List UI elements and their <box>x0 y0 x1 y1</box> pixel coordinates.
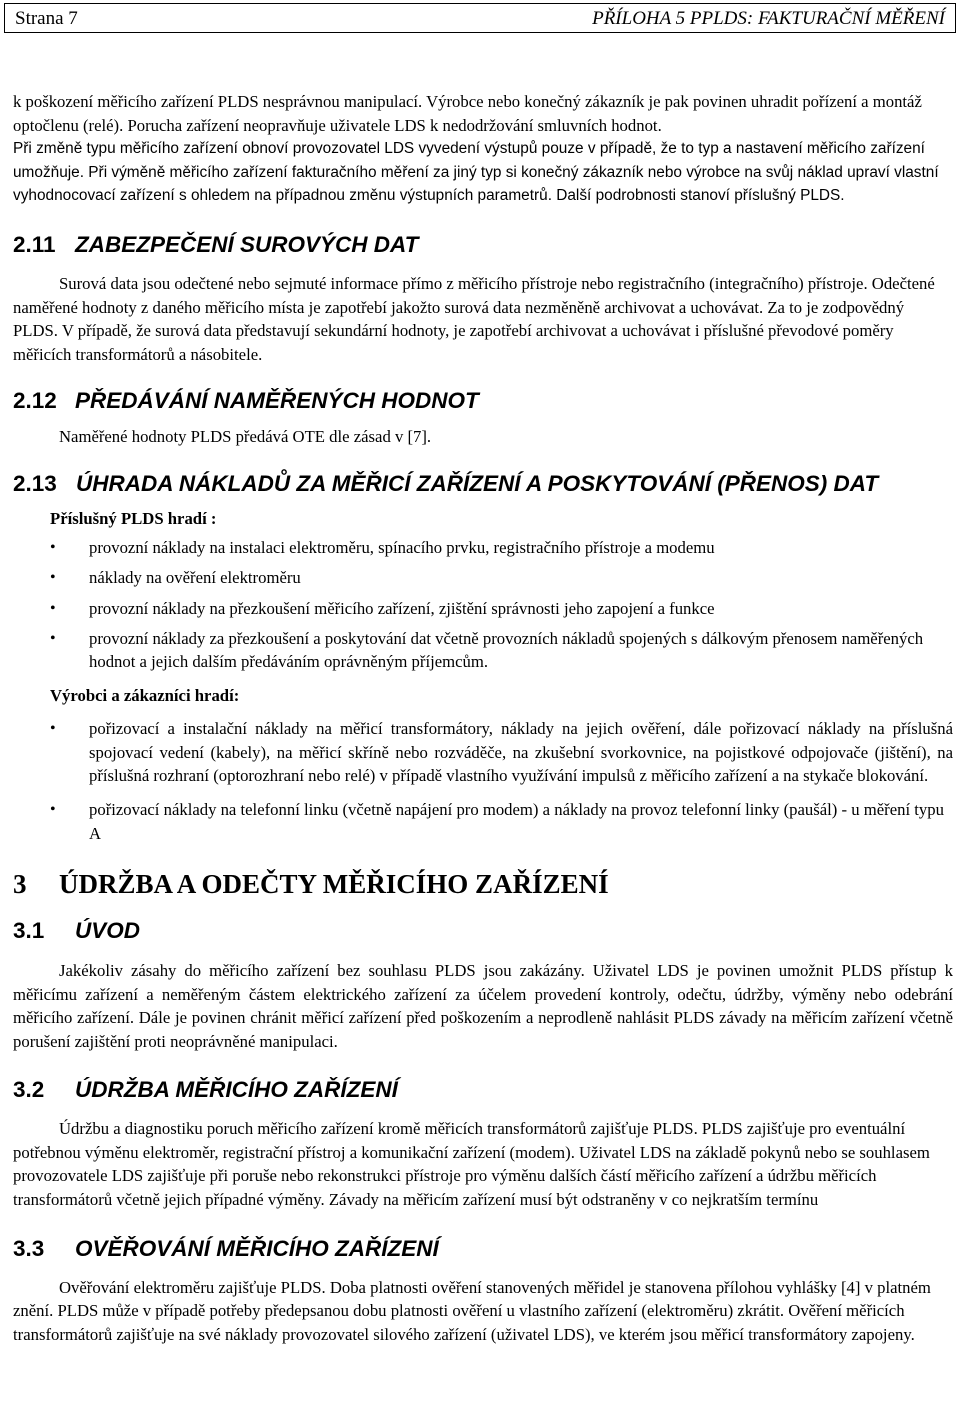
section-heading-3-1 <box>13 918 953 944</box>
section-number: 3.1 <box>13 917 45 943</box>
paragraph-raw-data: Surová data jsou odečtené nebo sejmuté informace přímo z měřicího přístroje nebo registračního (integračního) přístroje. Odečtené naměřené hodnoty z daného měřicího místa je zapotřebí jakožto surová data nezměněně archivovat a uchovávat. Za to je zodpovědný PLDS. V případě, že surová data představují sekundární hodnoty, je zapotřebí archivovat a uchovávat i příslušné převodové poměry měřicích transformátorů a násobitele. <box>13 273 935 364</box>
chapter-heading-3 <box>13 869 953 900</box>
document-title: PŘÍLOHA 5 PPLDS: FAKTURAČNÍ MĚŘENÍ <box>592 8 945 29</box>
list-item: • pořizovací a instalační náklady na měřicí transformátory, náklady na jejich ověření, dále pořizovací náklady na příslušná spojovací vedení (kabely), na měřicí skříně nebo rozváděče, na zkušební svorkovnice, na pojistkové odpojovače (jištění), na příslušná rozhraní (optorozhraní nebo relé) v případě vlastního využívání impulsů z měřicího zařízení a na stykače blokování. <box>13 717 953 787</box>
section-number: 2.11 <box>13 231 56 257</box>
paragraph-transfer: Naměřené hodnoty PLDS předává OTE dle zásad v [7]. <box>59 427 432 447</box>
section-number: 2.13 <box>13 470 57 496</box>
section-title: ÚDRŽBA MĚŘICÍHO ZAŘÍZENÍ <box>75 1077 398 1103</box>
section-heading-2-13 <box>13 471 953 497</box>
paragraph-verification: Ověřování elektroměru zajišťuje PLDS. Doba platnosti ověření stanovených měřidel je stanovena přílohou vyhlášky [4] v platném znění. PLDS může v případě potřeby předepsanou dobu platnosti ověření u vlastního zařízení (elektroměru) zkrátit. Ověření měřicích transformátorů zajišťuje na své náklady provozovatel silového zařízení (uživatel LDS), ve kterém jsou měřicí transformátory zapojeny. <box>13 1277 931 1344</box>
section-title: ZABEZPEČENÍ SUROVÝCH DAT <box>75 231 419 257</box>
list-plds-pays <box>13 536 953 673</box>
paragraph-meter-change-part2: Při výměně měřicího zařízení fakturačního měření za jiný typ si konečný zákazník nebo výrobce na svůj náklad upraví vlastní vyhodnocovací zařízení s ohledem na případnou změnu výstupních parametrů. Další podrobnosti stanoví příslušný PLDS. <box>13 163 939 205</box>
section-title: OVĚŘOVÁNÍ MĚŘICÍHO ZAŘÍZENÍ <box>75 1235 439 1261</box>
paragraph-intro: k poškození měřicího zařízení PLDS nesprávnou manipulací. Výrobce nebo konečný zákazník je pak povinen uhradit pořízení a montáž optočlenu (relé). Porucha zařízení neopravňuje uživatele LDS k nedodržování smluvních hodnot. <box>13 92 922 135</box>
section-heading-3-3 <box>13 1236 953 1262</box>
paragraph-intro-3-1: Jakékoliv zásahy do měřicího zařízení bez souhlasu PLDS jsou zakázány. Uživatel LDS je povinen umožnit PLDS přístup k měřicímu zařízení a neměřeným částem elektrického zařízení za účelem provedení kontroly, odečtu, údržby, výměny nebo odebrání měřicího zařízení. Dále je povinen chránit měřicí zařízení před poškozením a neprodleně nahlásit PLDS závady na měřicím zařízení včetně porušení zajištění proti neoprávněné manipulaci. <box>13 960 953 1051</box>
section-heading-3-2 <box>13 1077 953 1103</box>
section-heading-2-12 <box>13 388 953 414</box>
section-number: 3.3 <box>13 1235 45 1261</box>
list-producers-pay <box>13 717 953 844</box>
section-number: 3.2 <box>13 1077 45 1103</box>
section-title: PŘEDÁVÁNÍ NAMĚŘENÝCH HODNOT <box>75 388 479 414</box>
page-header <box>4 3 956 33</box>
list-item: • provozní náklady za přezkoušení a poskytování dat včetně provozních nákladů spojených s dálkovým přenosem naměřených hodnot a jejich dalším předáváním oprávněným příjemcům. <box>13 627 953 674</box>
list-item: • provozní náklady na instalaci elektroměru, spínacího prvku, registračního přístroje a modemu <box>13 536 953 559</box>
paragraph-maintenance: Údržbu a diagnostiku poruch měřicího zařízení kromě měřicích transformátorů zajišťuje PLDS. PLDS zajišťuje pro eventuální potřebnou výměnu elektroměr, registrační přístroj a komunikační zařízení (modem). Uživatel LDS na základě pokynů nebo se souhlasem provozovatele LDS zajišťuje při poruše nebo rekonstrukci přístroje pro výměnu dalších částí měřicího zařízení a údržbu měřicích transformátorů včetně jejich případné výměny. Závady na měřicím zařízení musí být odstraněny v co nejkratším termínu <box>13 1119 930 1210</box>
chapter-title: ÚDRŽBA A ODEČTY MĚŘICÍHO ZAŘÍZENÍ <box>59 868 609 899</box>
section-heading-2-11 <box>13 232 953 258</box>
page-content <box>13 90 953 1346</box>
list-item: • náklady na ověření elektroměru <box>13 566 953 589</box>
subheading-producers-pay: Výrobci a zákazníci hradí: <box>50 686 240 706</box>
list-item: • provozní náklady na přezkoušení měřicího zařízení, zjištění správnosti jeho zapojení a funkce <box>13 597 953 620</box>
list-item: • pořizovací náklady na telefonní linku (včetně napájení pro modem) a náklady na provoz telefonní linky (paušál) - u měření typu A <box>13 798 953 845</box>
chapter-number: 3 <box>13 868 27 899</box>
page-number: Strana 7 <box>15 8 78 29</box>
section-title: ÚVOD <box>75 917 141 943</box>
subheading-plds-pays: Příslušný PLDS hradí : <box>50 508 217 528</box>
paragraph-meter-change-part1: Při změně typu měřicího zařízení obnoví provozovatel LDS vyvedení výstupů pouze v případě, že to typ a nastavení měřicího zařízení umožňuje. <box>13 140 925 181</box>
section-title: ÚHRADA NÁKLADŮ ZA MĚŘICÍ ZAŘÍZENÍ A POSKYTOVÁNÍ (PŘENOS) DAT <box>76 470 879 496</box>
section-number: 2.12 <box>13 388 57 414</box>
paragraph-meter-change <box>13 137 953 208</box>
